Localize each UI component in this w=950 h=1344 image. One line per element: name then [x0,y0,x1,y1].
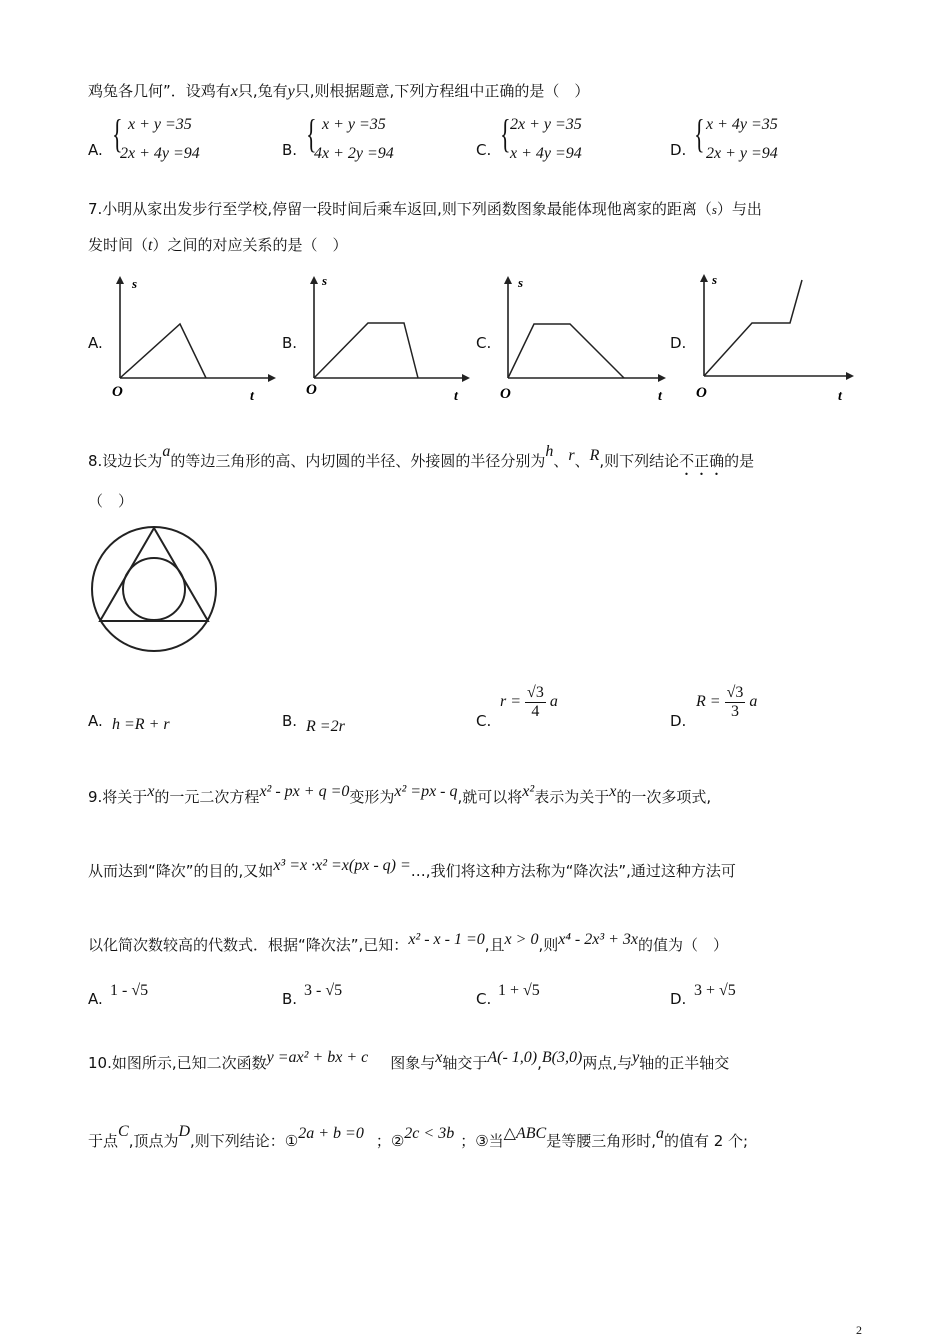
q7-stem-line1: 7.小明从家出发步行至学校,停留一段时间后乘车返回,则下列函数图象最能体现他离家的距离（s）与出 [88,200,762,218]
page-number: 2 [856,1323,862,1337]
svg-text:t: t [658,389,662,404]
graph-a [108,270,278,405]
q9-line1: 9.将关于x的一元二次方程x² - px + q =0变形为x² =px - q,就可以将x²表示为关于x的一次多项式, [88,783,712,806]
svg-text:s: s [132,276,138,291]
q10-line2: 于点C,顶点为D,则下列结论：①2a + b =0 ；②2c < 3b ；③当△ABC是等腰三角形时,a的值有 2 个; [88,1123,749,1150]
document-page: 鸡兔各几何”．设鸡有x只,兔有y只,则根据题意,下列方程组中正确的是（ ） A. { x + y =35 2x + 4y =94 B. { x + y =35 4x + 2y =94 C. { 2x + y =35 x + 4y =94 D. { x + 4y =35 2x + y =94 7.小明从家出发步行至学校,停留一段时间后乘车返回,则下列函数图象最能体现他离家的距离（s）与出 发时间（t）之间的对应关系的是（ ） A. s O t B. s O t C. s O t D. s O t 8.设边长为a的等边三角形的高、内切圆的半径、外接圆的半径分别为h、r、R,则下列结论不正确的是 （ ） A. h =R + r B. R =2r C. r = $\frac{√3}{4}$ a D. R = $\frac{√3}{3}$ a 9.将关于x的一元二次方程x² - px + q =0变形为x² =px - q,就可以将x²表示为关于x的一次多项式, 从而达到“降次”的目的,又如x³ =x ·x² =x(px - q) =…,我们将这种方法称为“降次法”,通过这种方法可 以化简次数较高的代数式．根据“降次法”,已知：x² - x - 1 =0,且x > 0,则x⁴ - 2x³ + 3x的值为（ ） A. 1 - √5 B. 3 - √5 C. 1 + √5 D. 3 + √5 10.如图所示,已知二次函数y =ax² + bx + c 图象与x轴交于A(- 1,0),B(3,0)两点,与y轴的正半轴交 于点C,顶点为D,则下列结论：①2a + b =0 ；②2c < 3b ；③当△ABC是等腰三角形时,a的值有 2 个; 2 [0,0,950,1344]
q9-line2: 从而达到“降次”的目的,又如x³ =x ·x² =x(px - q) =…,我们将这种方法称为“降次法”,通过这种方法可 [88,857,736,880]
q7-stem-line2: 发时间（t）之间的对应关系的是（ ） [88,236,348,254]
svg-text:s: s [518,275,524,290]
svg-text:O: O [500,386,511,402]
q8-paren: （ ） [88,492,134,510]
q8-stem: 8.设边长为a的等边三角形的高、内切圆的半径、外接圆的半径分别为h、r、R,则下列结论不正确的是 [88,443,755,470]
svg-text:s: s [712,272,718,287]
q6-stem: 鸡兔各几何”．设鸡有x只,兔有y只,则根据题意,下列方程组中正确的是（ ） [88,82,590,100]
svg-text:t: t [454,389,458,404]
svg-text:O: O [696,385,707,401]
inscribed-triangle-figure [86,522,222,658]
svg-text:t: t [250,389,254,404]
svg-text:s: s [322,273,328,288]
svg-text:t: t [838,389,842,404]
svg-text:O: O [306,382,317,398]
graph-b [302,270,472,405]
graph-d [692,268,867,405]
svg-text:O: O [112,384,123,400]
graph-c [496,270,671,405]
q10-line1: 10.如图所示,已知二次函数y =ax² + bx + c 图象与x轴交于A(- 1,0),B(3,0)两点,与y轴的正半轴交 [88,1049,730,1072]
q9-line3: 以化简次数较高的代数式．根据“降次法”,已知：x² - x - 1 =0,且x > 0,则x⁴ - 2x³ + 3x的值为（ ） [88,931,729,954]
